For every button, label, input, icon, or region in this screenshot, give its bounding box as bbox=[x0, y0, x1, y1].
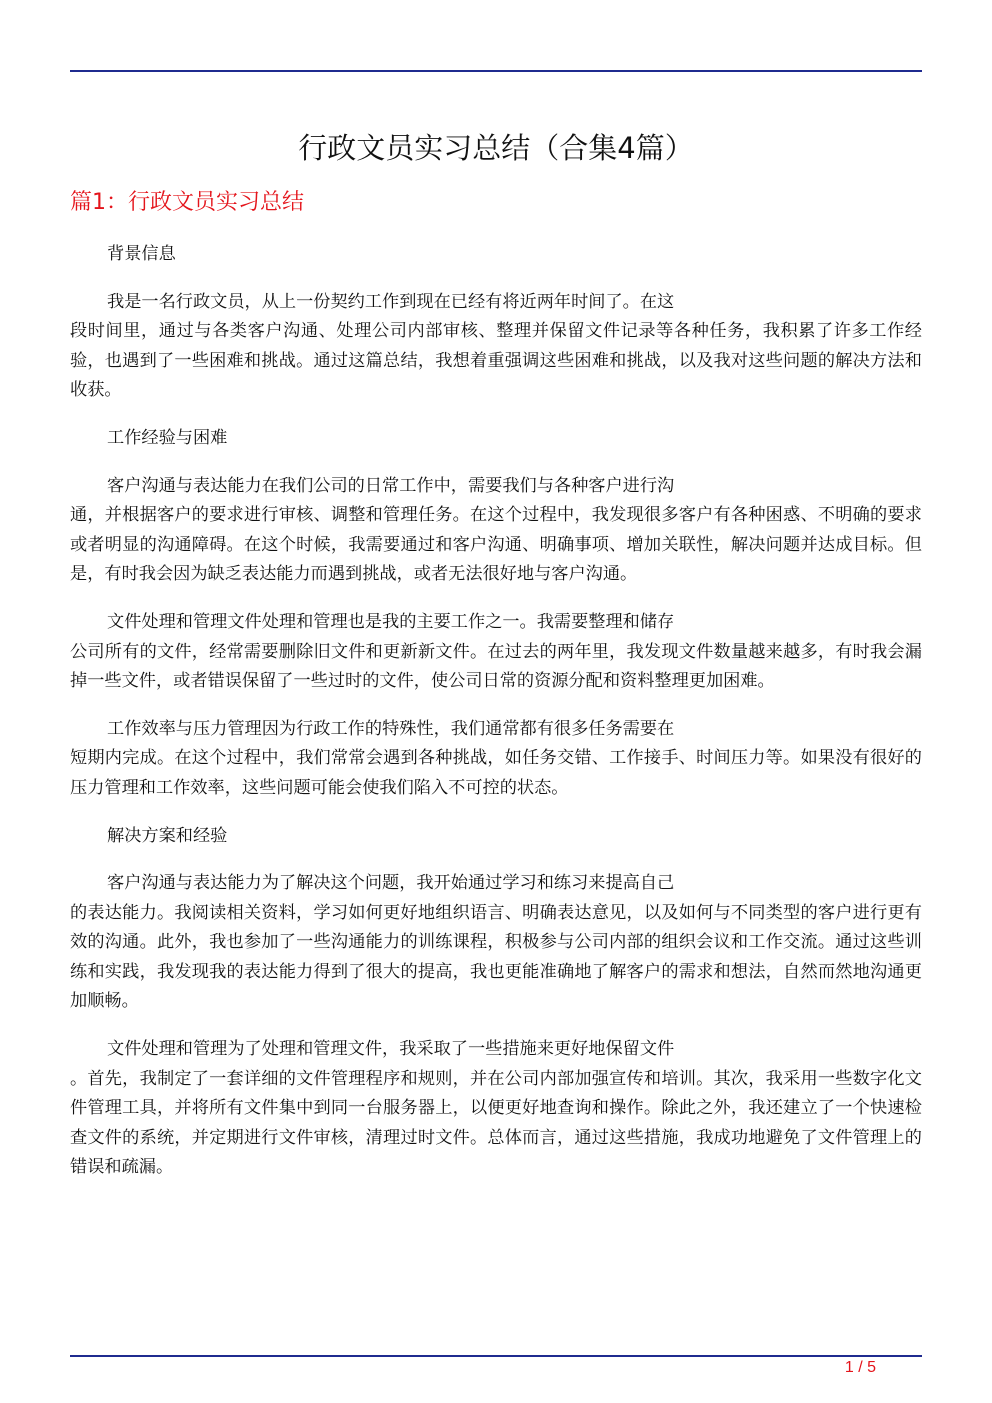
paragraph-body: 。首先，我制定了一套详细的文件管理程序和规则，并在公司内部加强宣传和培训。其次，我采用一些数字化文件管理工具，并将所有文件集中到同一台服务器上，以便更好地查询和操作。除此之外，我还建立了一个快速检查文件的系统，并定期进行文件审核，清理过时文件。总体而言，通过这些措施，我成功地避免了文件管理上的错误和疏漏。 bbox=[70, 1068, 922, 1178]
paragraph-first-line: 文件处理和管理为了处理和管理文件，我采取了一些措施来更好地保留文件 bbox=[107, 1039, 675, 1060]
subheading-solutions: 解决方案和经验 bbox=[107, 825, 228, 846]
paragraph-body: 短期内完成。在这个过程中，我们常常会遇到各种挑战，如任务交错、工作接手、时间压力等。如果没有很好的压力管理和工作效率，这些问题可能会使我们陷入不可控的状态。 bbox=[70, 748, 922, 798]
subheading-experience: 工作经验与困难 bbox=[107, 427, 228, 448]
paragraph-body: 公司所有的文件，经常需要删除旧文件和更新新文件。在过去的两年里，我发现文件数量越来越多，有时我会漏掉一些文件，或者错误保留了一些过时的文件，使公司日常的资源分配和资料整理更加困难。 bbox=[70, 641, 922, 692]
paragraph-body: 通，并根据客户的要求进行审核、调整和管理任务。在这个过程中，我发现很多客户有各种困惑、不明确的要求或者明显的沟通障碍。在这个时候，我需要通过和客户沟通、明确事项、增加关联性，解决问题并达成目标。但是，有时我会因为缺乏表达能力而遇到挑战，或者无法很好地与客户沟通。 bbox=[70, 505, 922, 585]
paragraph-first-line: 工作效率与压力管理因为行政工作的特殊性，我们通常都有很多任务需要在 bbox=[107, 718, 675, 739]
section-title: 篇1：行政文员实习总结 bbox=[70, 190, 304, 215]
page-number: 1 / 5 bbox=[844, 1359, 876, 1376]
paragraph bbox=[70, 472, 922, 590]
paragraph-first-line: 客户沟通与表达能力在我们公司的日常工作中，需要我们与各种客户进行沟 bbox=[107, 475, 675, 496]
paragraph bbox=[70, 608, 922, 697]
paragraph bbox=[70, 869, 922, 1017]
document-body bbox=[70, 240, 922, 1201]
header-rule bbox=[70, 70, 922, 72]
paragraph bbox=[70, 288, 922, 406]
paragraph-body: 段时间里，通过与各类客户沟通、处理公司内部审核、整理并保留文件记录等各种任务，我积累了许多工作经验，也遇到了一些困难和挑战。通过这篇总结，我想着重强调这些困难和挑战，以及我对这些问题的解决方法和收获。 bbox=[70, 321, 922, 401]
paragraph-body: 的表达能力。我阅读相关资料，学习如何更好地组织语言、明确表达意见，以及如何与不同类型的客户进行更有效的沟通。此外，我也参加了一些沟通能力的训练课程，积极参与公司内部的组织会议和工作交流。通过这些训练和实践，我发现我的表达能力得到了很大的提高，我也更能准确地了解客户的需求和想法，自然而然地沟通更加顺畅。 bbox=[70, 902, 922, 1012]
paragraph-first-line: 客户沟通与表达能力为了解决这个问题，我开始通过学习和练习来提高自己 bbox=[107, 873, 675, 894]
footer-rule bbox=[70, 1355, 922, 1357]
paragraph-first-line: 我是一名行政文员，从上一份契约工作到现在已经有将近两年时间了。在这 bbox=[107, 291, 675, 312]
document-title: 行政文员实习总结（合集4篇） bbox=[298, 131, 694, 165]
paragraph bbox=[70, 1035, 922, 1183]
paragraph bbox=[70, 715, 922, 804]
paragraph-first-line: 文件处理和管理文件处理和管理也是我的主要工作之一。我需要整理和储存 bbox=[107, 611, 675, 632]
subheading-background: 背景信息 bbox=[107, 244, 176, 264]
